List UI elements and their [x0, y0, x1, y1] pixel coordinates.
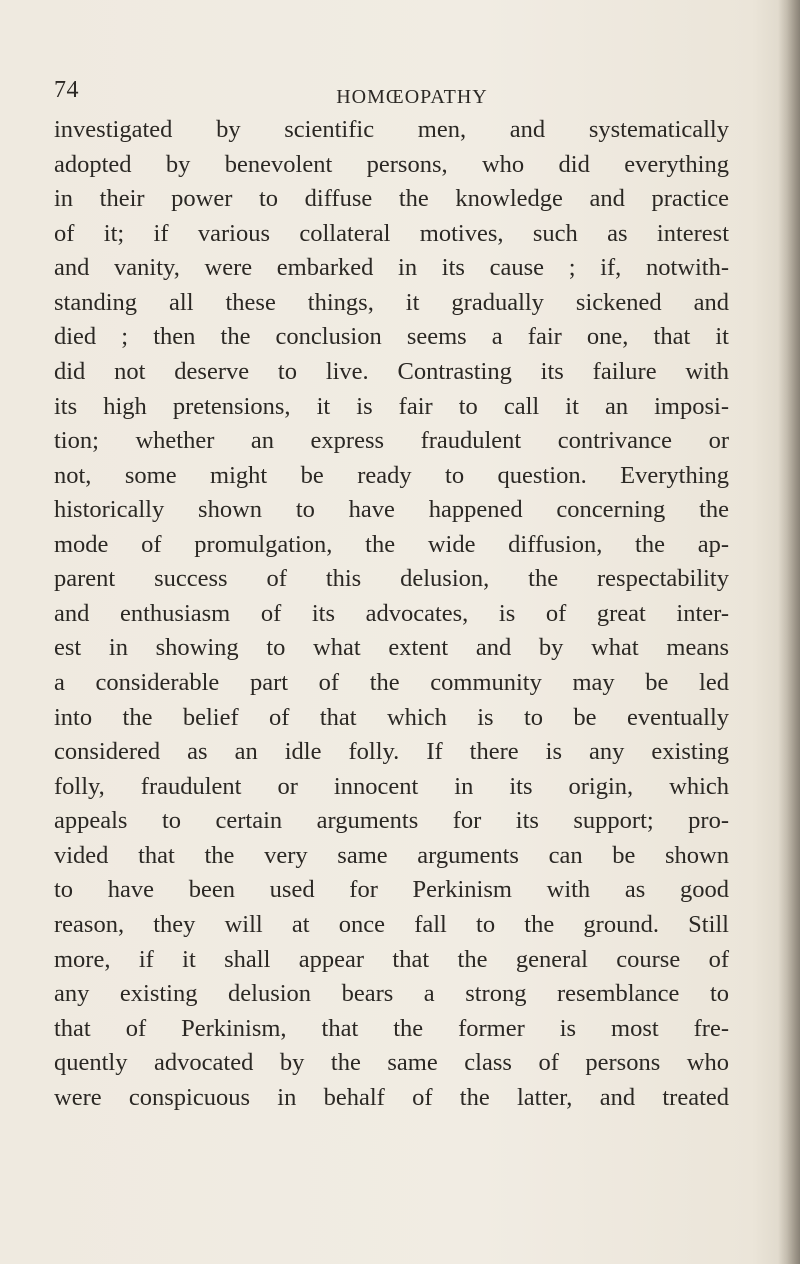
- text-line: standing all these things, it gradually sickened and: [54, 288, 729, 316]
- text-line: did not deserve to live. Contrasting its failure with: [54, 357, 729, 385]
- text-line: mode of promulgation, the wide diffusion, the ap-: [54, 530, 729, 558]
- text-line: a considerable part of the community may be led: [54, 669, 729, 696]
- text-line: quently advocated by the same class of persons who: [54, 1049, 729, 1077]
- text-line: more, if it shall appear that the general course of: [54, 945, 729, 973]
- text-line: to have been used for Perkinism with as good: [54, 876, 729, 904]
- text-line: of it; if various collateral motives, such as interest: [54, 219, 729, 247]
- text-line: and vanity, were embarked in its cause ; if, notwith-: [54, 254, 729, 282]
- text-line: appeals to certain arguments for its support; pro-: [54, 807, 729, 835]
- text-line: in their power to diffuse the knowledge and practice: [54, 185, 729, 213]
- body-text: [54, 113, 729, 1115]
- text-line: that of Perkinism, that the former is most fre-: [54, 1014, 729, 1042]
- text-line: and enthusiasm of its advocates, is of great inter-: [54, 599, 729, 627]
- text-line: reason, they will at once fall to the ground. Still: [54, 910, 729, 938]
- text-line: into the belief of that which is to be eventually: [54, 703, 729, 731]
- text-line: not, some might be ready to question. Everything: [54, 461, 729, 489]
- text-line: tion; whether an express fraudulent contrivance or: [54, 427, 729, 455]
- page-edge-shadow: [778, 0, 800, 1264]
- text-line: historically shown to have happened concerning the: [54, 496, 729, 524]
- text-line: parent success of this delusion, the respectability: [54, 565, 729, 593]
- text-line: vided that the very same arguments can be shown: [54, 841, 729, 869]
- text-line: were conspicuous in behalf of the latter, and treated: [54, 1083, 729, 1111]
- page-number: 74: [54, 77, 79, 103]
- text-line: died ; then the conclusion seems a fair one, that it: [54, 323, 729, 351]
- running-head: HOMŒOPATHY: [336, 86, 488, 108]
- text-line: est in showing to what extent and by what means: [54, 634, 729, 662]
- text-line: folly, fraudulent or innocent in its origin, which: [54, 772, 729, 800]
- text-line: investigated by scientific men, and systematically: [54, 116, 729, 143]
- text-line: any existing delusion bears a strong resemblance to: [54, 980, 729, 1008]
- text-line: adopted by benevolent persons, who did everything: [54, 150, 729, 178]
- text-line: considered as an idle folly. If there is any existing: [54, 738, 729, 766]
- text-line: its high pretensions, it is fair to call it an imposi-: [54, 392, 729, 420]
